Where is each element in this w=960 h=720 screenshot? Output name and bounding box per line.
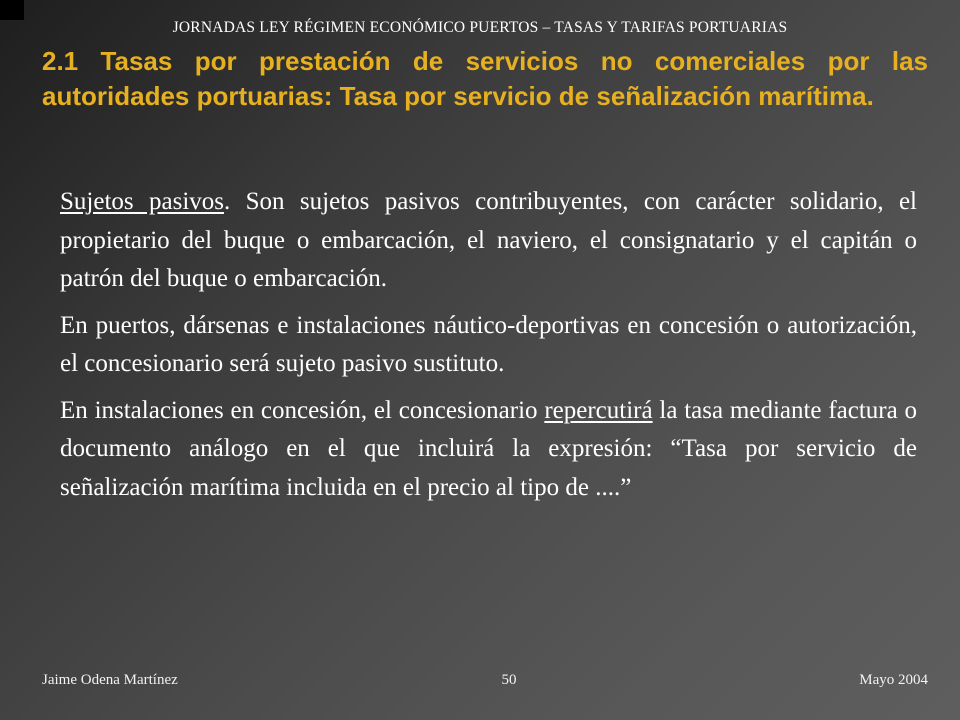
header-text: JORNADAS LEY RÉGIMEN ECONÓMICO PUERTOS – TASAS Y TARIFAS PORTUARIAS bbox=[172, 19, 788, 36]
underlined-term: repercutirá bbox=[544, 396, 653, 424]
paragraph-sujetos-pasivos bbox=[60, 183, 917, 299]
paragraph-repercusion bbox=[60, 392, 917, 508]
footer-page-number: 50 bbox=[501, 672, 517, 688]
slide-title: 2.1 Tasas por prestación de servicios no comerciales por las autoridades portuarias: Tasa por servicio de señalización marítima. bbox=[42, 46, 928, 111]
corner-block bbox=[0, 0, 24, 20]
underlined-term: Sujetos pasivos bbox=[60, 188, 224, 215]
paragraph-sustituto bbox=[60, 307, 917, 384]
paragraph-text: . Son sujetos pasivos contribuyentes, con carácter solidario, el propietario del buque o embarcación, el naviero, el consignatario y el capitán o patrón del buque o embarcación. bbox=[60, 188, 917, 292]
slide-body bbox=[60, 183, 917, 515]
paragraph-text: En puertos, dársenas e instalaciones náutico-deportivas en concesión o autorización, el concesionario será sujeto pasivo sustituto. bbox=[60, 311, 917, 377]
footer-author: Jaime Odena Martínez bbox=[42, 672, 178, 688]
footer-date: Mayo 2004 bbox=[859, 672, 928, 688]
paragraph-text-before: En instalaciones en concesión, el concesionario bbox=[60, 396, 545, 424]
paragraph-text-after: la tasa mediante factura o documento análogo en el que incluirá la expresión: “Tasa por servicio de señalización marítima incluida en el precio al tipo de ....” bbox=[60, 396, 917, 501]
